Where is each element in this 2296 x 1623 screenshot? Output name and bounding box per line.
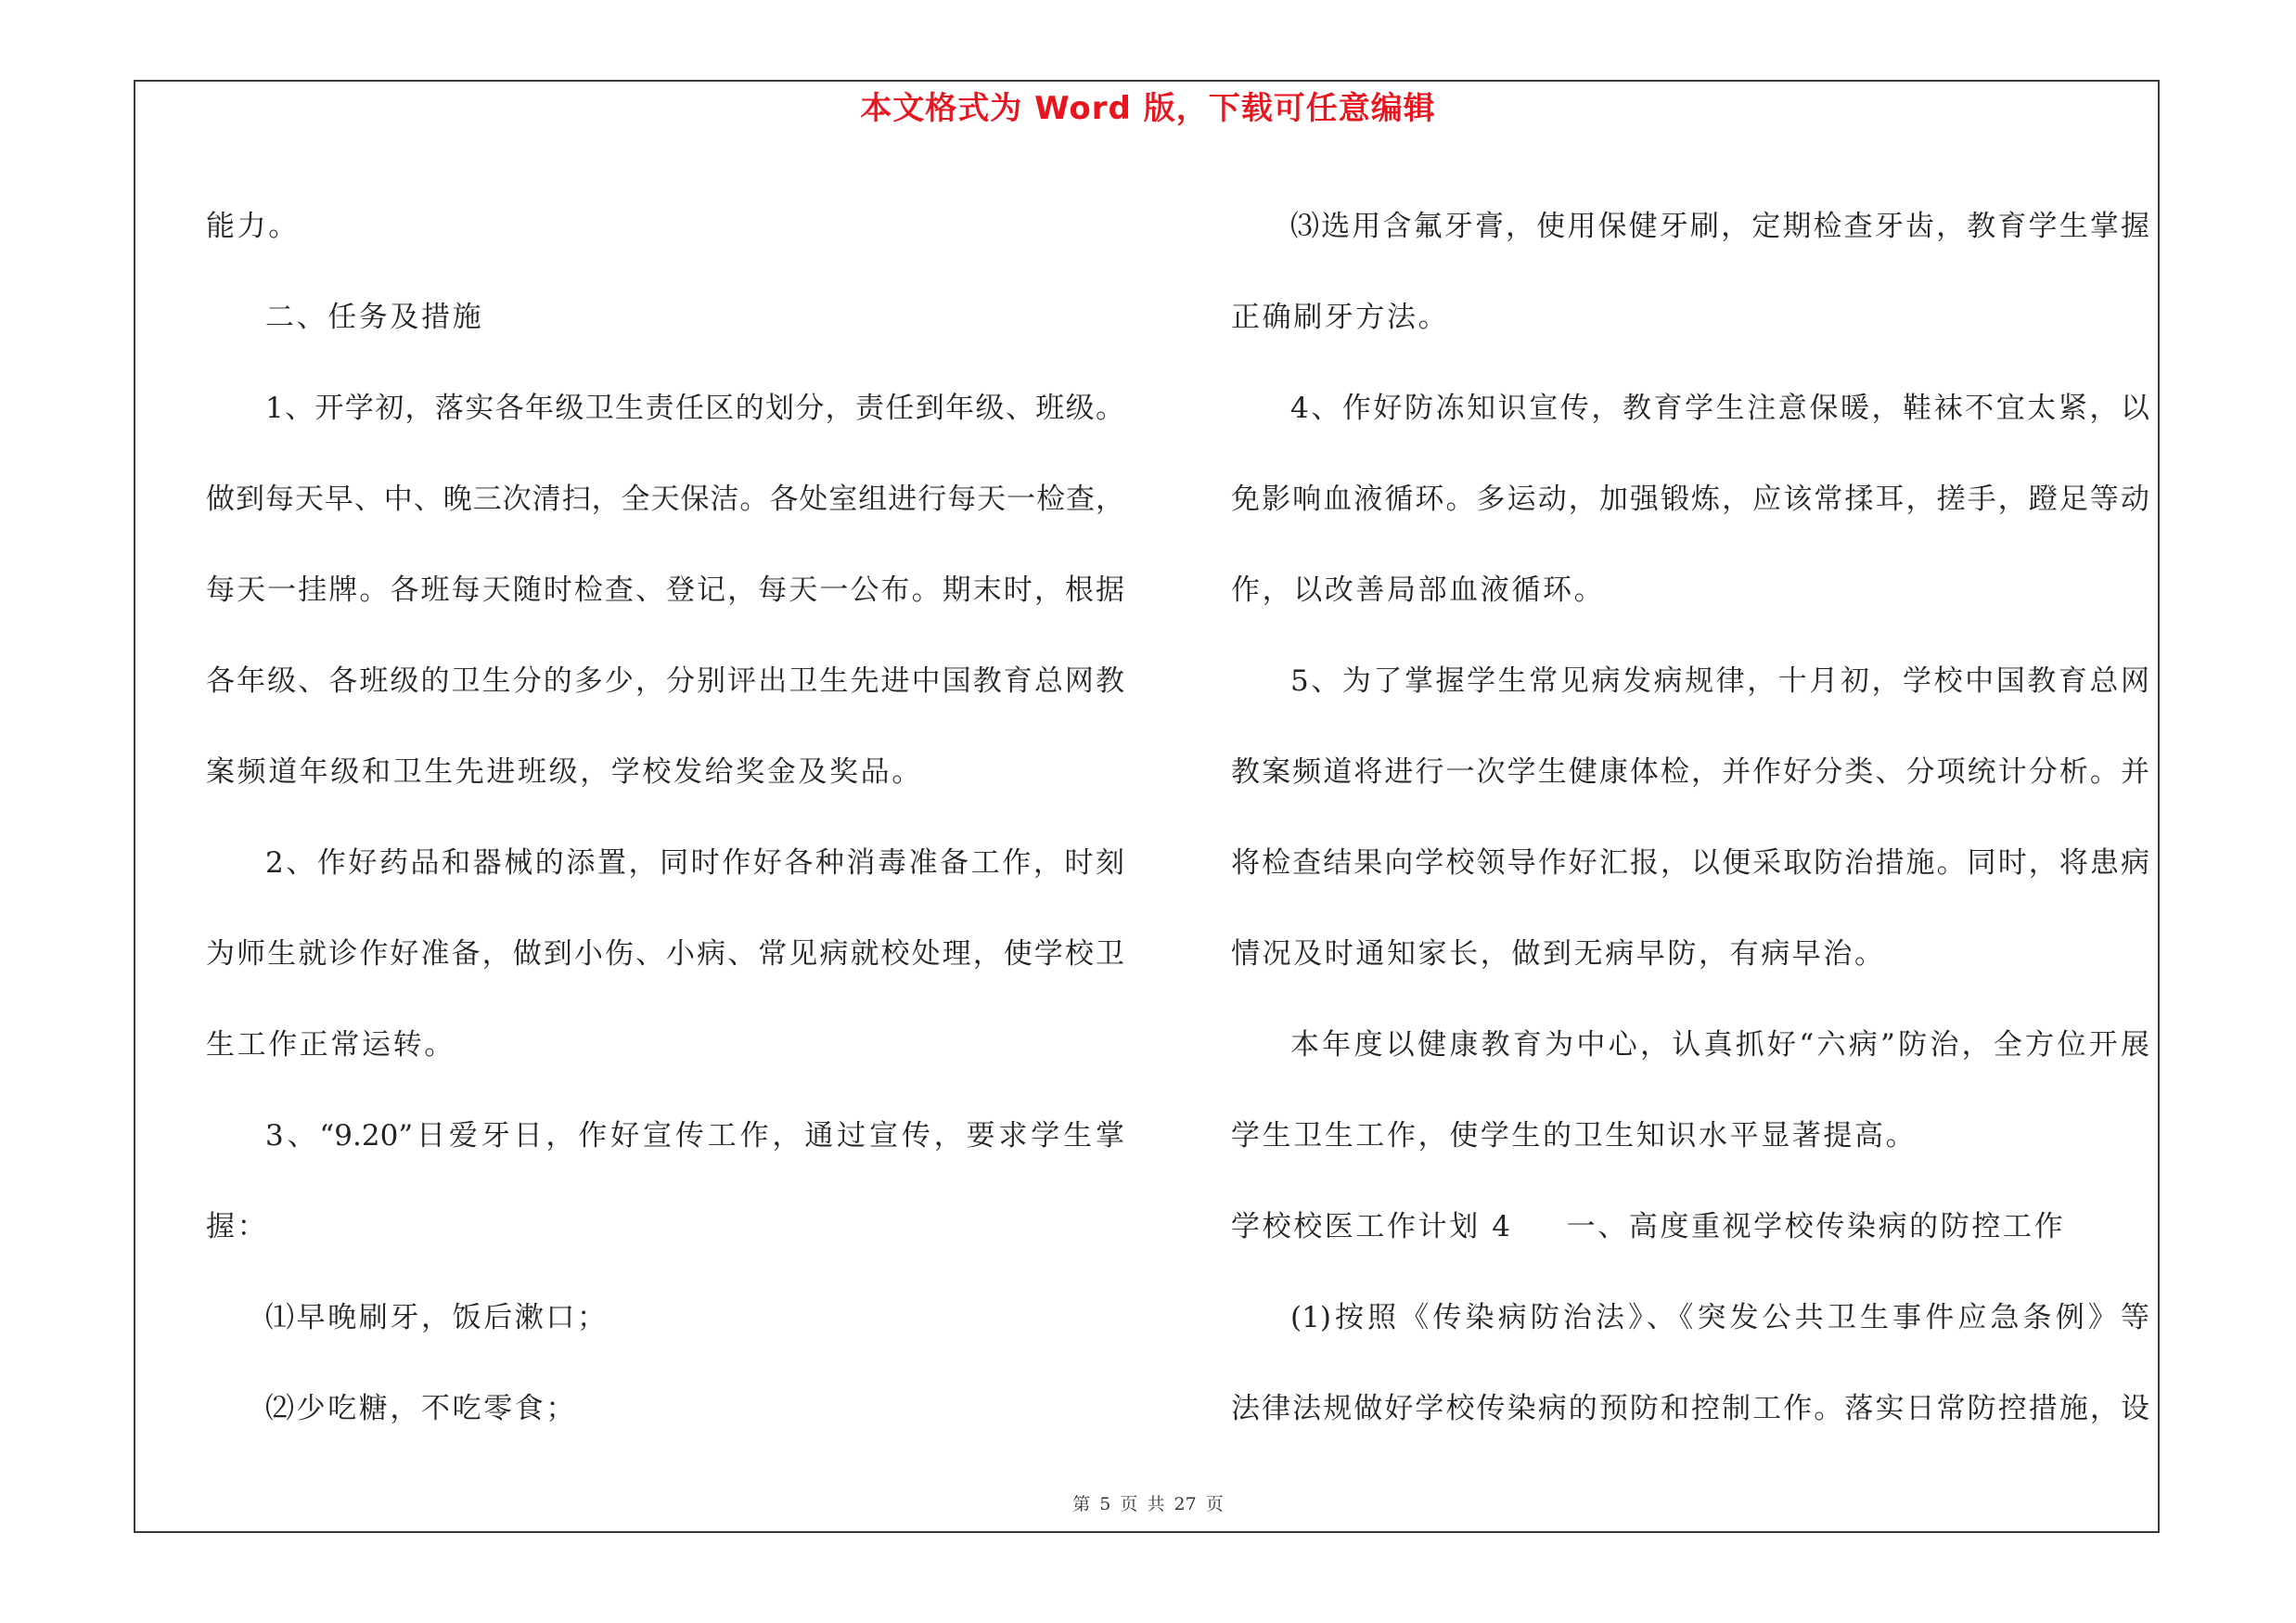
paragraph-line: 各年级、各班级的卫生分的多少，分别评出卫生先进中国教育总网教	[206, 664, 1124, 698]
paragraph-line: 5、为了掌握学生常见病发病规律，十月初，学校中国教育总网	[1290, 664, 2149, 698]
paragraph-line: 能力。	[206, 210, 300, 243]
plan-title: 学校校医工作计划 4	[1231, 1210, 1513, 1243]
page-number-footer: 第 5 页 共 27 页	[1072, 1494, 1224, 1514]
paragraph-line: 学生卫生工作，使学生的卫生知识水平显著提高。	[1231, 1119, 1918, 1153]
paragraph-line: 免影响血液循环。多运动，加强锻炼，应该常揉耳，搓手，蹬足等动	[1231, 483, 2149, 516]
paragraph-line: 做到每天早、中、晚三次清扫，全天保洁。各处室组进行每天一检查，	[206, 483, 1124, 516]
right-column	[1231, 181, 2149, 1454]
paragraph-line: 握：	[206, 1210, 269, 1243]
document-banner: 本文格式为 Word 版，下载可任意编辑	[860, 90, 1436, 127]
paragraph-line: 每天一挂牌。各班每天随时检查、登记，每天一公布。期末时，根据	[206, 573, 1124, 607]
list-item: ⑵少吃糖，不吃零食；	[265, 1392, 577, 1425]
paragraph-line: 生工作正常运转。	[206, 1028, 455, 1062]
list-item: ⑴早晚刷牙，饭后漱口；	[265, 1301, 609, 1334]
section-heading: 二、任务及措施	[265, 301, 484, 334]
paragraph-line: 为师生就诊作好准备，做到小伤、小病、常见病就校处理，使学校卫	[206, 937, 1124, 971]
paragraph-line: 4、作好防冻知识宣传，教育学生注意保暖，鞋袜不宜太紧，以	[1290, 392, 2149, 425]
paragraph-line: 3、“9.20”日爱牙日，作好宣传工作，通过宣传，要求学生掌	[265, 1119, 1124, 1153]
paragraph-line: 正确刷牙方法。	[1231, 301, 1450, 334]
paragraph-line: 本年度以健康教育为中心，认真抓好“六病”防治，全方位开展	[1290, 1028, 2149, 1062]
section-heading: 一、高度重视学校传染病的防控工作	[1566, 1210, 2066, 1243]
paragraph-line: 作，以改善局部血液循环。	[1231, 573, 1606, 607]
section-title-line	[1231, 1181, 2149, 1272]
paragraph-line: 将检查结果向学校领导作好汇报，以便采取防治措施。同时，将患病	[1231, 846, 2149, 880]
paragraph-line: 2、作好药品和器械的添置，同时作好各种消毒准备工作，时刻	[265, 846, 1124, 880]
paragraph-line: 教案频道将进行一次学生健康体检，并作好分类、分项统计分析。并	[1231, 755, 2149, 789]
paragraph-line: 法律法规做好学校传染病的预防和控制工作。落实日常防控措施，设	[1231, 1392, 2149, 1425]
paragraph-line: 案频道年级和卫生先进班级，学校发给奖金及奖品。	[206, 755, 923, 789]
paragraph-line: 1、开学初，落实各年级卫生责任区的划分，责任到年级、班级。	[265, 392, 1124, 425]
left-column	[206, 181, 1124, 1454]
list-item: ⑶选用含氟牙膏，使用保健牙刷，定期检查牙齿，教育学生掌握	[1290, 210, 2149, 243]
paragraph-line: (1)按照《传染病防治法》、《突发公共卫生事件应急条例》等	[1290, 1301, 2149, 1334]
paragraph-line: 情况及时通知家长，做到无病早防，有病早治。	[1231, 937, 1886, 971]
